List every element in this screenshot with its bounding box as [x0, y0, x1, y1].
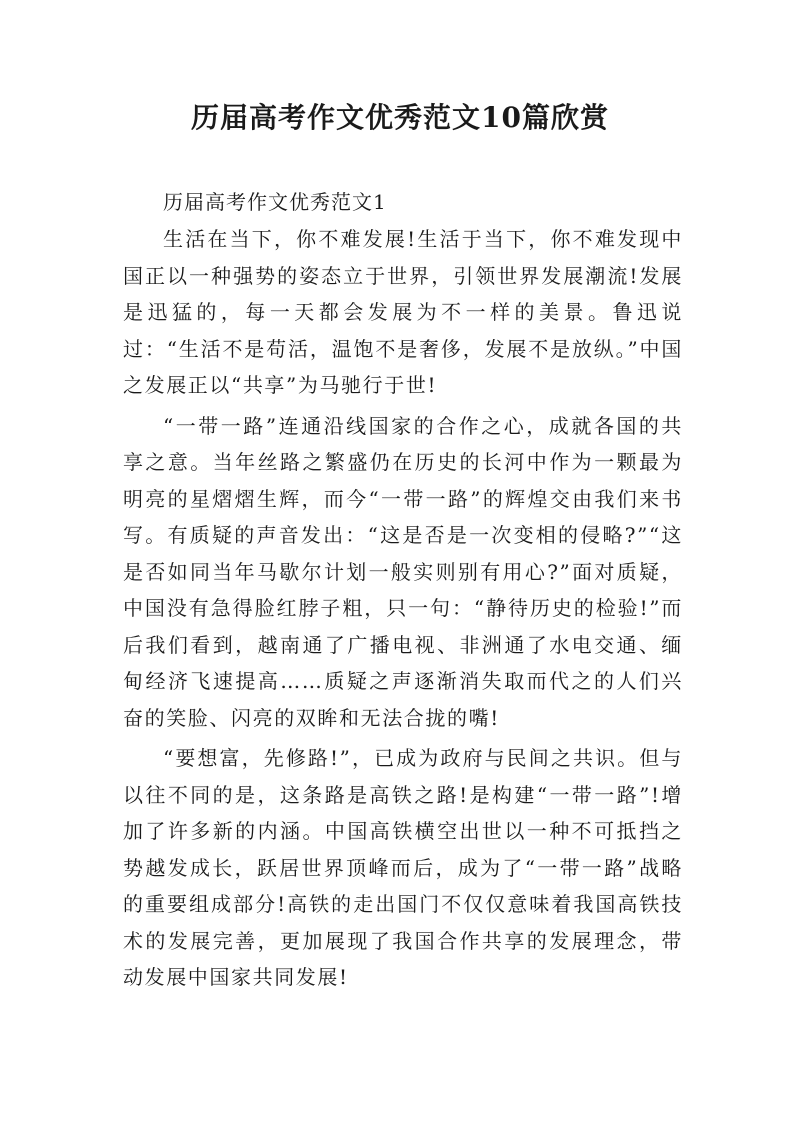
paragraph-2: “一带一路”连通沿线国家的合作之心，成就各国的共享之意。当年丝路之繁盛仍在历史的长河中作为一颗最为明亮的星熠熠生辉，而今“一带一路”的辉煌交由我们来书写。有质疑的声音发出：“这是否是一次变相的侵略?”“这是否如同当年马歇尔计划一般实则别有用心?”面对质疑，中国没有急得脸红脖子粗，只一句：“静待历史的检验!”而后我们看到，越南通了广播电视、非洲通了水电交通、缅甸经济飞速提高……质疑之声逐渐消失取而代之的人们兴奋的笑脸、闪亮的双眸和无法合拢的嘴! — [123, 413, 683, 730]
paragraph-3: “要想富，先修路!”，已成为政府与民间之共识。但与以往不同的是，这条路是高铁之路!是构建“一带一路”!增加了许多新的内涵。中国高铁横空出世以一种不可抵挡之势越发成长，跃居世界顶峰而后，成为了“一带一路”战略的重要组成部分!高铁的走出国门不仅仅意味着我国高铁技术的发展完善，更加展现了我国合作共享的发展理念，带动发展中国家共同发展! — [123, 746, 683, 989]
paragraph-1: 生活在当下，你不难发展!生活于当下，你不难发现中国正以一种强势的姿态立于世界，引领世界发展潮流!发展是迅猛的，每一天都会发展为不一样的美景。鲁迅说过：“生活不是苟活，温饱不是奢侈，发展不是放纵。”中国之发展正以“共享”为马驰行于世! — [123, 227, 683, 397]
document-title: 历届高考作文优秀范文10篇欣赏 — [191, 101, 609, 134]
section-heading: 历届高考作文优秀范文1 — [163, 190, 387, 214]
document-body — [123, 185, 683, 1000]
